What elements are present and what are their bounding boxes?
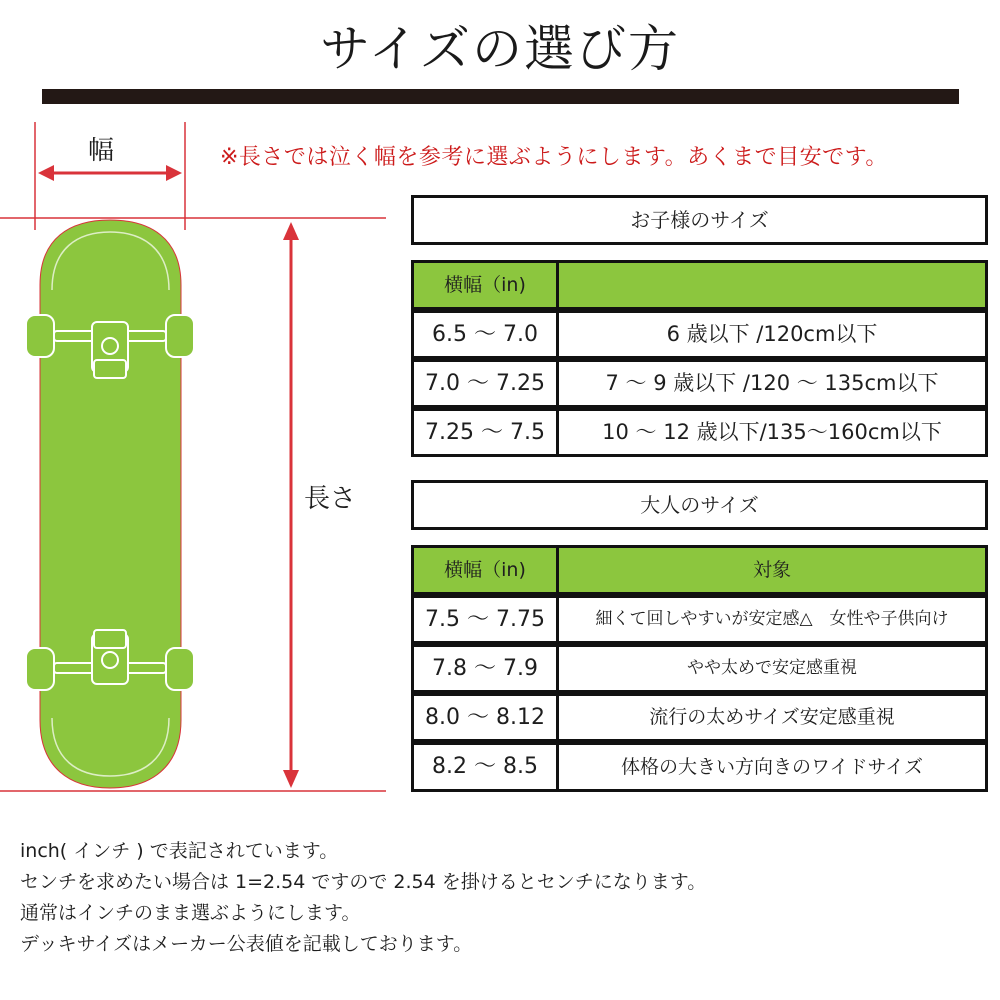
kids-table-header — [411, 260, 988, 310]
adult-row-target: やや太めで安定感重視 — [687, 658, 857, 678]
width-label: 幅 — [88, 136, 115, 166]
table-row — [411, 644, 988, 693]
kids-row-target: 10 ～ 12 歳以下/135～160cm以下 — [602, 420, 942, 444]
adult-row-width: 8.0 ～ 8.12 — [414, 696, 559, 739]
table-row — [411, 359, 988, 408]
table-row — [411, 595, 988, 644]
adult-row-width: 7.5 ～ 7.75 — [414, 598, 559, 641]
adult-row-target: 体格の大きい方向きのワイドサイズ — [621, 756, 923, 778]
title-divider — [42, 89, 959, 104]
footer-notes — [20, 836, 706, 960]
adult-row-target: 流行の太めサイズ安定感重視 — [649, 706, 895, 728]
skateboard-diagram — [0, 110, 400, 800]
adult-row-width: 7.8 ～ 7.9 — [414, 647, 559, 690]
adult-col-target: 対象 — [752, 559, 791, 581]
length-label: 長さ — [304, 484, 357, 514]
length-arrow — [283, 222, 299, 788]
table-row — [411, 310, 988, 359]
table-row — [411, 693, 988, 742]
table-row — [411, 408, 988, 457]
kids-row-target: 6 歳以下 /120cm以下 — [666, 322, 878, 346]
adult-row-target: 細くて回しやすいが安定感△ 女性や子供向け — [595, 609, 949, 629]
adult-col-width: 横幅（in) — [414, 548, 559, 592]
table-row — [411, 742, 988, 792]
adult-table-header — [411, 545, 988, 595]
kids-row-width: 7.25 ～ 7.5 — [414, 411, 559, 454]
kids-col-width: 横幅（in) — [414, 263, 559, 307]
skateboard-deck — [40, 220, 181, 788]
footer-line: センチを求めたい場合は 1=2.54 ですので 2.54 を掛けるとセンチになります。 — [20, 871, 707, 893]
kids-row-width: 7.0 ～ 7.25 — [414, 362, 559, 405]
kids-size-heading: お子様のサイズ — [411, 195, 988, 245]
width-arrow — [38, 165, 182, 181]
kids-col-target — [559, 263, 985, 307]
adult-size-heading: 大人のサイズ — [411, 480, 988, 530]
page-title: サイズの選び方 — [320, 20, 680, 78]
size-note: ※長さでは泣く幅を参考に選ぶようにします。あくまで目安です。 — [220, 145, 888, 170]
kids-row-target: 7 ～ 9 歳以下 /120 ～ 135cm以下 — [605, 371, 939, 395]
adult-row-width: 8.2 ～ 8.5 — [414, 745, 559, 789]
footer-line: inch( インチ ) で表記されています。 — [20, 840, 339, 862]
kids-row-width: 6.5 ～ 7.0 — [414, 313, 559, 356]
footer-line: デッキサイズはメーカー公表値を記載しております。 — [20, 933, 473, 955]
footer-line: 通常はインチのまま選ぶようにします。 — [20, 902, 361, 924]
